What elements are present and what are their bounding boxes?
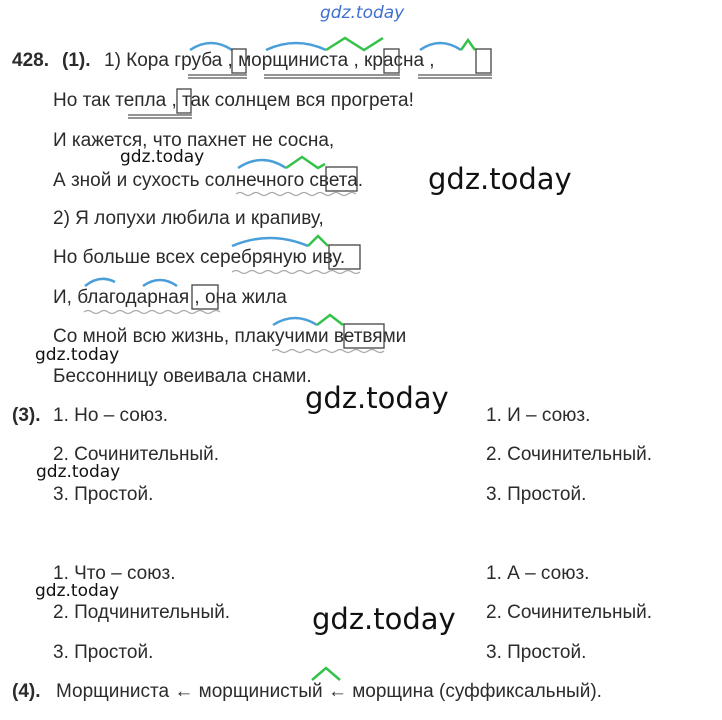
root-arc xyxy=(232,238,308,246)
ending-box xyxy=(192,285,218,309)
ending-box xyxy=(326,167,357,191)
watermark: gdz.today xyxy=(120,147,205,167)
analysis-1-left-1: 1. Но – союз. xyxy=(53,405,169,426)
root-arc xyxy=(143,280,177,286)
analysis-2-right-3: 3. Простой. xyxy=(486,642,587,663)
attribute-wavy-underline xyxy=(232,271,360,274)
watermark: gdz.today xyxy=(305,381,449,415)
analysis-2-left-3: 3. Простой. xyxy=(53,642,154,663)
ending-box xyxy=(384,49,399,73)
watermark: gdz.today xyxy=(312,602,456,636)
poem-line-8: Со мной всю жизнь, плакучими ветвями xyxy=(53,326,407,347)
suffix-mark xyxy=(286,157,325,168)
poem-line-5: 2) Я лопухи любила и крапиву, xyxy=(53,208,324,229)
watermark-top: gdz.today xyxy=(320,3,405,23)
watermark: gdz.today xyxy=(36,462,121,482)
suffix-mark xyxy=(461,40,475,50)
ending-box xyxy=(329,245,360,269)
suffix-mark xyxy=(312,668,340,680)
attribute-wavy-underline xyxy=(236,193,356,196)
prefix-mark xyxy=(85,279,115,286)
root-arc xyxy=(190,43,232,50)
analysis-1-right-1: 1. И – союз. xyxy=(486,405,591,426)
analysis-1-right-2: 2. Сочинительный. xyxy=(486,444,653,465)
root-arc xyxy=(273,318,317,325)
suffix-mark xyxy=(326,38,383,50)
watermark: gdz.today xyxy=(428,162,572,196)
suffix-mark xyxy=(308,236,328,246)
suffix-mark xyxy=(317,315,343,325)
poem-line-3: И кажется, что пахнет не сосна, xyxy=(53,130,335,151)
poem-line-1: 1) Кора груба , морщиниста , красна , xyxy=(104,50,435,71)
poem-line-6: Но больше всех серебряную иву. xyxy=(53,247,346,268)
ending-box xyxy=(232,49,246,73)
attribute-wavy-underline xyxy=(272,350,384,353)
watermark: gdz.today xyxy=(35,345,120,365)
poem-line-7: И, благодарная , она жила xyxy=(53,287,287,308)
analysis-2-right-1: 1. А – союз. xyxy=(486,563,590,584)
part3-label: (3). xyxy=(12,405,41,426)
attribute-wavy-underline xyxy=(84,311,220,314)
root-arc xyxy=(266,43,326,50)
analysis-2-left-1: 1. Что – союз. xyxy=(53,563,176,584)
analysis-2-left-2: 2. Подчинительный. xyxy=(53,602,231,623)
ending-box xyxy=(476,49,491,73)
ending-box xyxy=(177,89,191,113)
root-arc xyxy=(238,160,286,168)
ending-box xyxy=(344,324,384,348)
part1-label: (1). xyxy=(62,50,91,71)
analysis-1-left-2: 2. Сочинительный. xyxy=(53,444,220,465)
analysis-1-left-3: 3. Простой. xyxy=(53,484,154,505)
analysis-1-right-3: 3. Простой. xyxy=(486,484,587,505)
analysis-2-right-2: 2. Сочинительный. xyxy=(486,602,653,623)
root-arc xyxy=(420,43,461,50)
watermark: gdz.today xyxy=(35,581,120,601)
poem-line-2: Но так тепла , так солнцем вся прогрета! xyxy=(53,90,414,111)
part4-label: (4). xyxy=(12,681,41,702)
task-number: 428. xyxy=(12,50,49,71)
word-formation-chain: Морщиниста ← морщинистый ← морщина (суффиксальный). xyxy=(56,681,602,702)
poem-line-4: А зной и сухость солнечного света. xyxy=(53,170,364,191)
poem-line-9: Бессонницу овеивала снами. xyxy=(53,366,312,387)
